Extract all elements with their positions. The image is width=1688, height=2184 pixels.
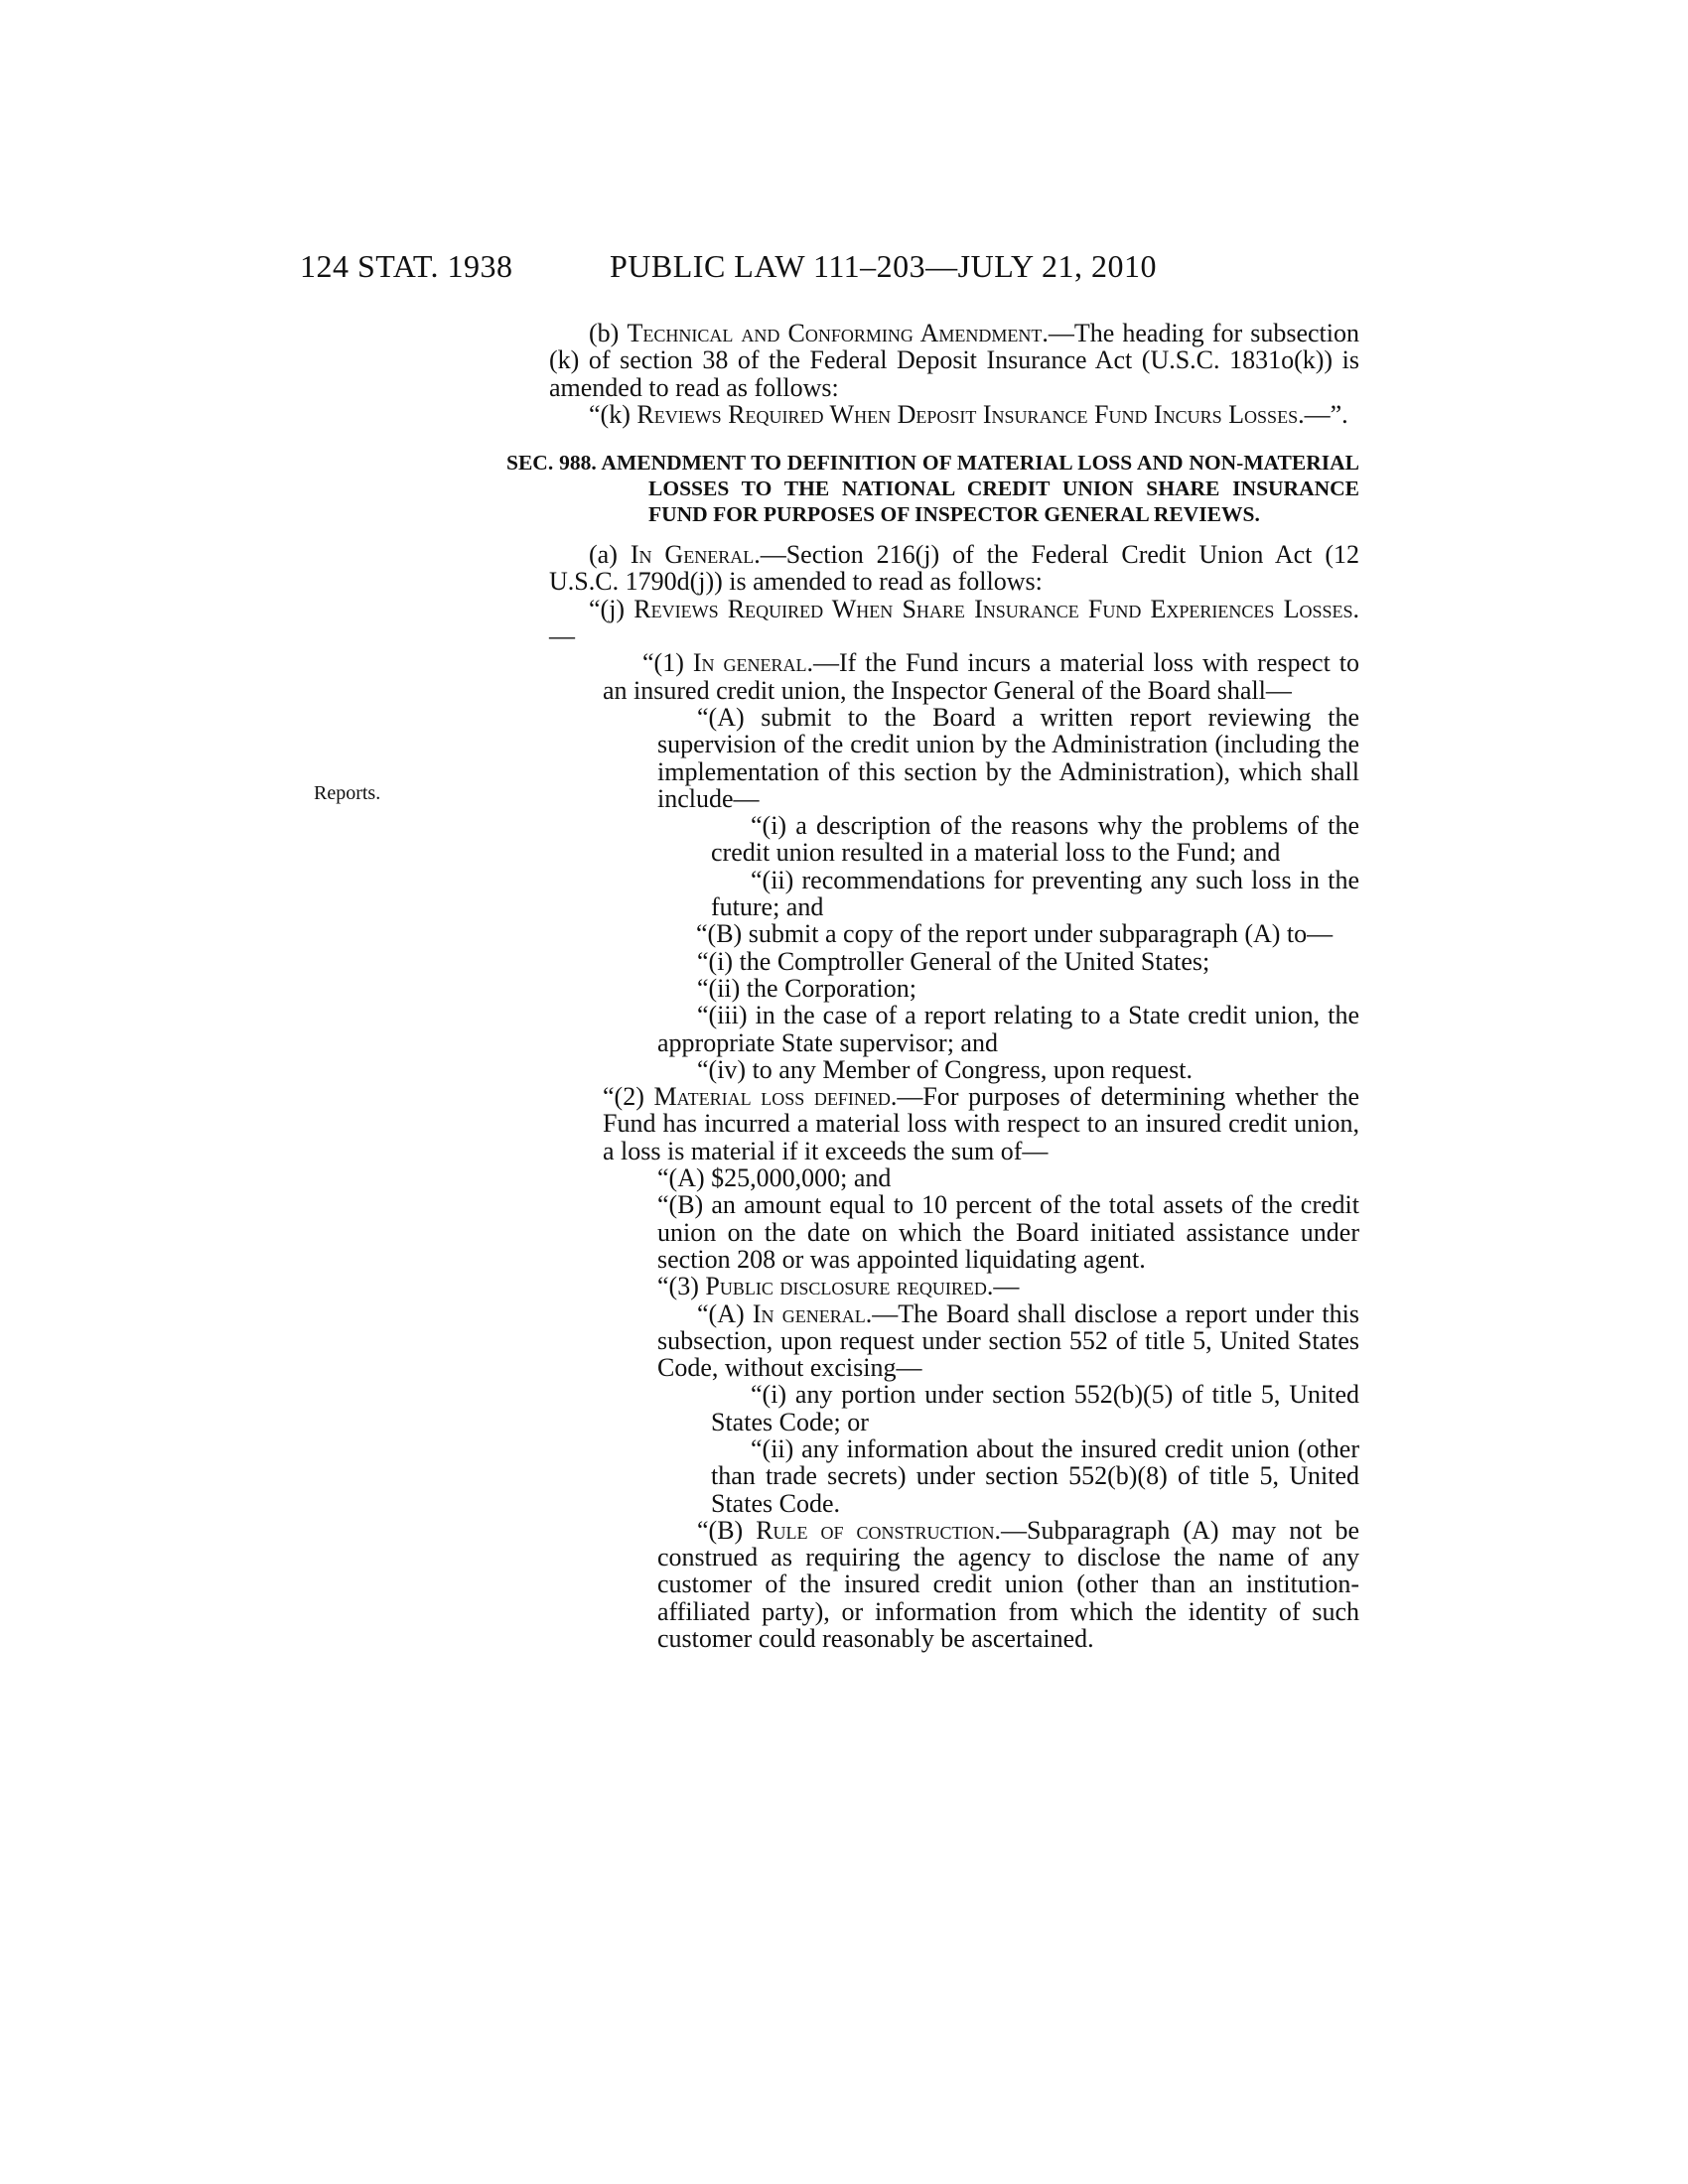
paragraph-a-heading: In General [630, 540, 755, 570]
subparagraph-1B: “(B) submit a copy of the report under subparagraph (A) to— [696, 919, 1334, 949]
page-header [300, 248, 1392, 288]
subparagraph-3B: “(B) Rule of construction.—Subparagraph (A) may not be construed as requiring the agency to disclose the name of any customer of the insured credit union (other than an institution-affiliated party), or information from which the identity of such customer could reasonably be ascertained. [657, 1515, 1359, 1654]
paragraph-a: (a) In General.—Section 216(j) of the Federal Credit Union Act (12 U.S.C. 1790d(j)) is amended to read as follows: [549, 540, 1359, 597]
subparagraph-3B-heading: Rule of construction [756, 1515, 995, 1545]
paragraph-2: “(2) Material loss defined.—For purposes of determining whether the Fund has incurred a material loss with respect to an insured credit union, a loss is material if it exceeds the sum of— [603, 1082, 1359, 1165]
paragraph-3-heading: Public disclosure required [705, 1272, 987, 1301]
paragraph-j: “(j) Reviews Required When Share Insurance Fund Experiences Losses.— [549, 594, 1359, 651]
clause-1B-iii: “(iii) in the case of a report relating to a State credit union, the appropriate State supervisor; and [657, 1001, 1359, 1057]
subparagraph-1A: “(A) submit to the Board a written report reviewing the supervision of the credit union by the Administration (including the implementation of this section by the Administration), which shall include— [657, 702, 1359, 813]
running-head: PUBLIC LAW 111–203—JULY 21, 2010 [610, 248, 1157, 284]
paragraph-3: “(3) Public disclosure required.— [657, 1272, 1020, 1301]
clause-1B-ii: “(ii) the Corporation; [697, 973, 916, 1003]
paragraph-2-heading: Material loss defined [653, 1082, 891, 1112]
margin-note: Reports. [314, 782, 381, 804]
document-body [506, 319, 1359, 1654]
subparagraph-3A: “(A) In general.—The Board shall disclose a report under this subsection, upon request under section 552 of title 5, United States Code, without excising— [657, 1298, 1359, 1383]
paragraph-j-heading: Reviews Required When Share Insurance Fund Experiences Losses [633, 594, 1353, 623]
paragraph-b: (b) Technical and Conforming Amendment.—The heading for subsection (k) of section 38 of the Federal Deposit Insurance Act (U.S.C. 1831o(k)) is amended to read as follows: [549, 319, 1359, 402]
subparagraph-3A-heading: In general [752, 1298, 866, 1328]
clause-1A-i: “(i) a description of the reasons why the problems of the credit union resulted in a material loss to the Fund; and [711, 811, 1359, 868]
section-heading: SEC. 988. AMENDMENT TO DEFINITION OF MATERIAL LOSS AND NON-MATERIAL LOSSES TO THE NATIONAL CREDIT UNION SHARE INSURANCE FUND FOR PURPOSES OF INSPECTOR GENERAL REVIEWS. [506, 451, 1359, 527]
clause-3A-ii: “(ii) any information about the insured credit union (other than trade secrets) under section 552(b)(8) of title 5, United States Code. [711, 1433, 1359, 1518]
paragraph-k-heading: Reviews Required When Deposit Insurance Fund Incurs Losses [636, 399, 1299, 429]
paragraph-1-heading: In general [692, 648, 807, 678]
clause-1B-iv: “(iv) to any Member of Congress, upon request. [697, 1054, 1193, 1084]
subparagraph-2B: “(B) an amount equal to 10 percent of the total assets of the credit union on the date on which the Board initiated assistance under section 208 or was appointed liquidating agent. [657, 1190, 1359, 1274]
clause-1A-ii: “(ii) recommendations for preventing any such loss in the future; and [711, 865, 1359, 922]
paragraph-b-heading: Technical and Conforming Amendment [627, 319, 1043, 347]
statute-page-number: 124 STAT. 1938 [300, 248, 513, 284]
paragraph-1: “(1) In general.—If the Fund incurs a material loss with respect to an insured credit union, the Inspector General of the Board shall— [603, 648, 1359, 705]
paragraph-k: “(k) Reviews Required When Deposit Insurance Fund Incurs Losses.—”. [589, 399, 1348, 429]
clause-1B-i: “(i) the Comptroller General of the United States; [697, 946, 1210, 976]
subparagraph-2A: “(A) $25,000,000; and [657, 1163, 892, 1193]
clause-3A-i: “(i) any portion under section 552(b)(5) of title 5, United States Code; or [711, 1380, 1359, 1436]
